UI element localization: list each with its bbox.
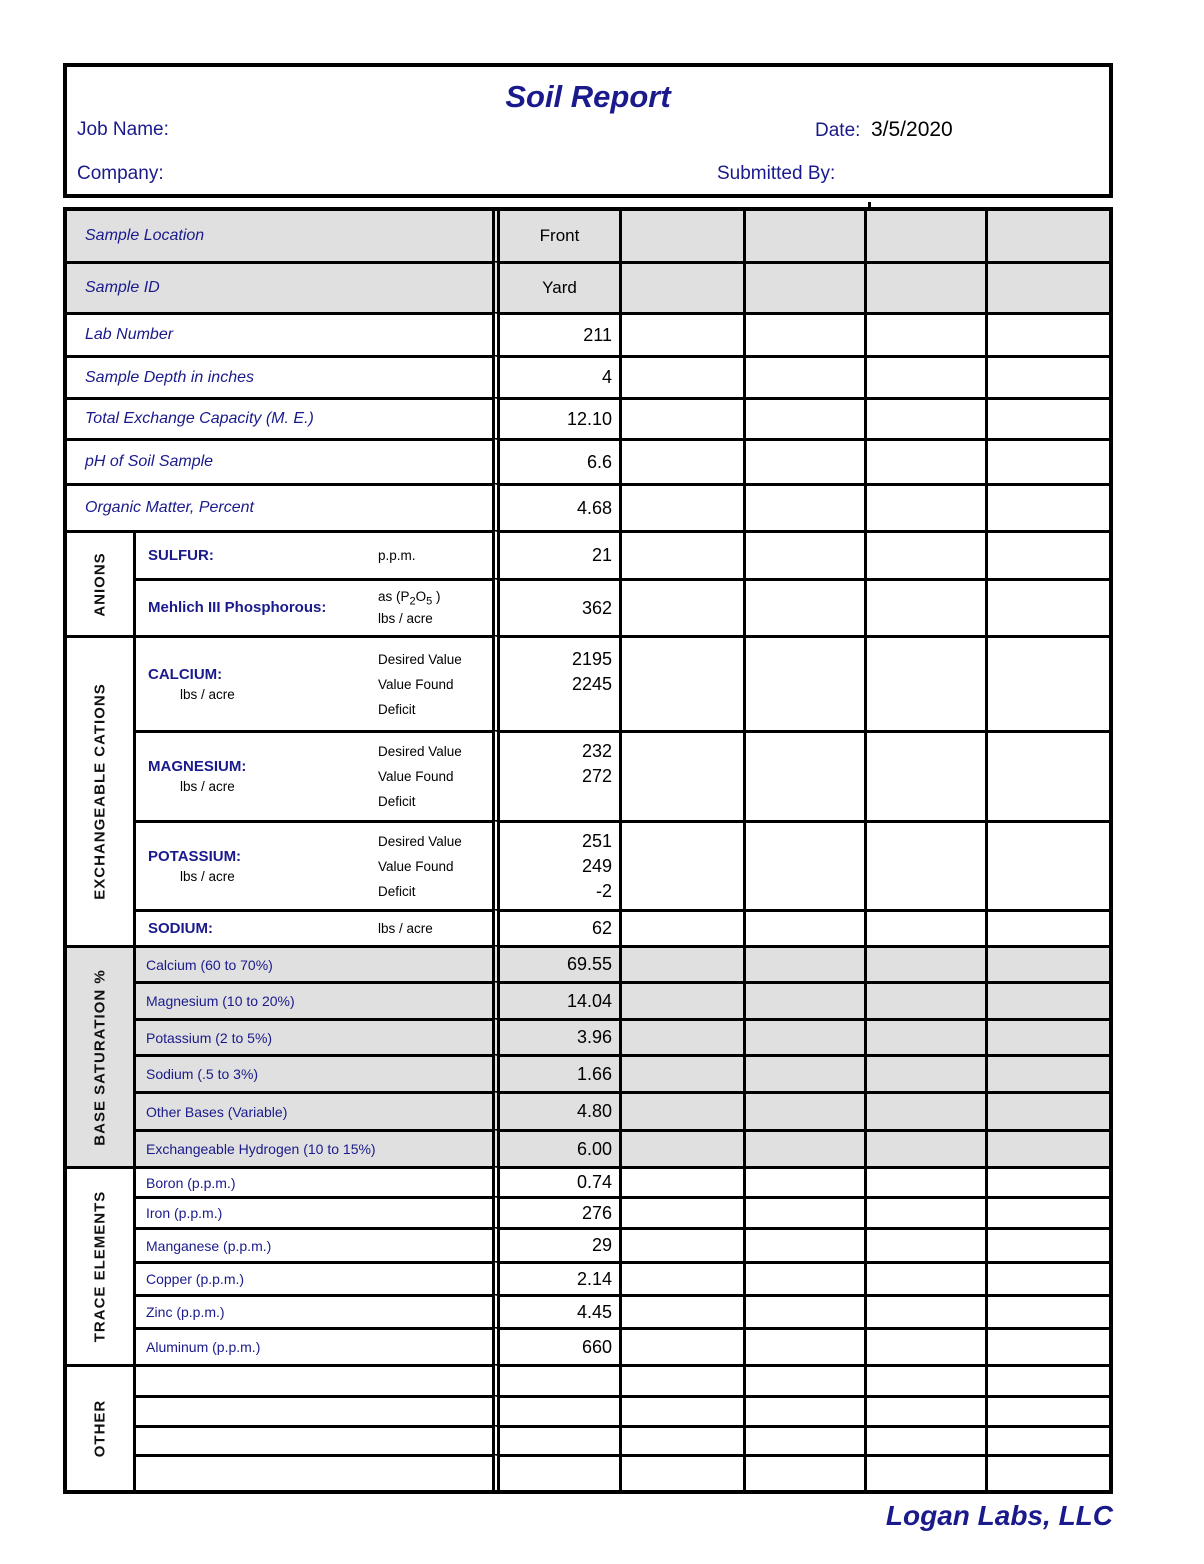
empty-cell bbox=[619, 1454, 743, 1490]
empty-cell bbox=[619, 1395, 743, 1425]
empty-cell bbox=[619, 355, 743, 397]
empty-cell bbox=[743, 530, 864, 578]
empty-cell bbox=[985, 1395, 1109, 1425]
empty-cell bbox=[743, 635, 864, 730]
sodium-name-block bbox=[136, 919, 378, 939]
section-label-trace-elements: TRACE ELEMENTS bbox=[67, 1166, 133, 1364]
empty-cell bbox=[864, 1054, 985, 1091]
report-header bbox=[63, 63, 1113, 198]
empty-cell bbox=[743, 438, 864, 483]
empty-cell bbox=[743, 1054, 864, 1091]
row-label-zinc: Zinc (p.p.m.) bbox=[133, 1294, 492, 1327]
empty-cell bbox=[985, 1425, 1109, 1454]
empty-cell bbox=[864, 1018, 985, 1054]
potassium-desired: 251 bbox=[581, 830, 612, 851]
value-total-exchange-capacity: 12.10 bbox=[492, 397, 619, 438]
empty-cell bbox=[864, 1395, 985, 1425]
empty-cell bbox=[985, 909, 1109, 945]
phosphorous-unit-line1: as ($P_2O_5$ ) bbox=[378, 588, 441, 608]
row-label-total-exchange-capacity: Total Exchange Capacity (M. E.) bbox=[67, 397, 492, 438]
value-boron: 0.74 bbox=[492, 1166, 619, 1196]
date-value: 3/5/2020 bbox=[870, 118, 953, 141]
date-row bbox=[815, 118, 953, 142]
empty-cell bbox=[619, 1261, 743, 1294]
empty-cell bbox=[619, 1129, 743, 1166]
phosphorous-name: Mehlich III Phosphorous: bbox=[148, 599, 327, 616]
potassium-name-block bbox=[136, 847, 378, 886]
empty-cell bbox=[743, 1395, 864, 1425]
sublabel-found: Value Found bbox=[378, 769, 454, 784]
soil-report-table bbox=[63, 207, 1113, 1494]
value-zinc: 4.45 bbox=[492, 1294, 619, 1327]
value-sulfur: 21 bbox=[492, 530, 619, 578]
section-label-anions: ANIONS bbox=[67, 530, 133, 635]
empty-cell bbox=[619, 578, 743, 635]
empty-cell bbox=[985, 1261, 1109, 1294]
empty-cell bbox=[985, 1054, 1109, 1091]
empty-cell bbox=[864, 1294, 985, 1327]
empty-cell bbox=[743, 1018, 864, 1054]
value-iron: 276 bbox=[492, 1196, 619, 1227]
row-label-copper: Copper (p.p.m.) bbox=[133, 1261, 492, 1294]
calcium-sublabels bbox=[378, 647, 492, 722]
calcium-label-cell bbox=[133, 635, 492, 730]
lab-name: Logan Labs, LLC bbox=[885, 1500, 1113, 1531]
row-label-boron: Boron (p.p.m.) bbox=[133, 1166, 492, 1196]
sublabel-deficit: Deficit bbox=[378, 701, 416, 717]
empty-cell bbox=[743, 578, 864, 635]
empty-cell bbox=[864, 1454, 985, 1490]
empty-cell bbox=[985, 1018, 1109, 1054]
empty-cell bbox=[864, 1227, 985, 1261]
row-label-calcium-saturation: Calcium (60 to 70%) bbox=[133, 945, 492, 981]
sublabel-found: Value Found bbox=[378, 676, 454, 692]
empty-cell bbox=[985, 355, 1109, 397]
empty-cell bbox=[985, 397, 1109, 438]
potassium-values bbox=[492, 820, 619, 909]
value-magnesium-saturation: 14.04 bbox=[492, 981, 619, 1018]
magnesium-name-block bbox=[136, 757, 378, 796]
potassium-unit: lbs / acre bbox=[180, 868, 235, 884]
sublabel-found: Value Found bbox=[378, 858, 454, 874]
row-label-lab-number: Lab Number bbox=[67, 312, 492, 355]
empty-cell bbox=[985, 312, 1109, 355]
empty-cell bbox=[864, 820, 985, 909]
sublabel-deficit: Deficit bbox=[378, 883, 416, 899]
sublabel-deficit: Deficit bbox=[378, 794, 416, 809]
sublabel-desired: Desired Value bbox=[378, 833, 462, 849]
empty-cell bbox=[985, 1196, 1109, 1227]
empty-cell bbox=[743, 820, 864, 909]
value-potassium-saturation: 3.96 bbox=[492, 1018, 619, 1054]
potassium-label-cell bbox=[133, 820, 492, 909]
empty-cell bbox=[619, 397, 743, 438]
empty-cell bbox=[743, 1261, 864, 1294]
value-sample-location: Front bbox=[492, 211, 619, 261]
empty-cell bbox=[985, 211, 1109, 261]
value-organic-matter: 4.68 bbox=[492, 483, 619, 530]
value-sodium-saturation: 1.66 bbox=[492, 1054, 619, 1091]
empty-cell bbox=[743, 355, 864, 397]
magnesium-values bbox=[492, 730, 619, 820]
value-ph: 6.6 bbox=[492, 438, 619, 483]
value-copper: 2.14 bbox=[492, 1261, 619, 1294]
empty-cell bbox=[619, 312, 743, 355]
row-label-other-bases: Other Bases (Variable) bbox=[133, 1091, 492, 1129]
empty-cell bbox=[864, 1129, 985, 1166]
empty-cell bbox=[133, 1395, 492, 1425]
value-aluminum: 660 bbox=[492, 1327, 619, 1364]
empty-cell bbox=[492, 1364, 619, 1395]
row-label-magnesium-saturation: Magnesium (10 to 20%) bbox=[133, 981, 492, 1018]
value-phosphorous: 362 bbox=[492, 578, 619, 635]
submitted-by-label: Submitted By: bbox=[717, 163, 836, 184]
empty-cell bbox=[743, 730, 864, 820]
empty-cell bbox=[619, 483, 743, 530]
empty-cell bbox=[864, 1196, 985, 1227]
empty-cell bbox=[985, 1294, 1109, 1327]
empty-cell bbox=[985, 1129, 1109, 1166]
empty-cell bbox=[743, 397, 864, 438]
empty-cell bbox=[985, 578, 1109, 635]
magnesium-sublabels bbox=[378, 739, 492, 814]
row-label-exchangeable-hydrogen: Exchangeable Hydrogen (10 to 15%) bbox=[133, 1129, 492, 1166]
empty-cell bbox=[743, 1091, 864, 1129]
value-other-bases: 4.80 bbox=[492, 1091, 619, 1129]
calcium-values bbox=[492, 635, 619, 730]
empty-cell bbox=[985, 530, 1109, 578]
row-label-ph: pH of Soil Sample bbox=[67, 438, 492, 483]
empty-cell bbox=[864, 483, 985, 530]
empty-cell bbox=[864, 1091, 985, 1129]
empty-cell bbox=[743, 1327, 864, 1364]
empty-cell bbox=[492, 1425, 619, 1454]
empty-cell bbox=[985, 730, 1109, 820]
section-label-other: OTHER bbox=[67, 1364, 133, 1490]
potassium-sublabels bbox=[378, 829, 492, 904]
empty-cell bbox=[864, 1327, 985, 1364]
empty-cell bbox=[985, 261, 1109, 312]
empty-cell bbox=[619, 1054, 743, 1091]
sodium-unit-block bbox=[378, 916, 492, 941]
empty-cell bbox=[985, 438, 1109, 483]
empty-cell bbox=[864, 1364, 985, 1395]
calcium-name: CALCIUM: bbox=[148, 665, 223, 683]
magnesium-unit: lbs / acre bbox=[180, 779, 235, 794]
value-sodium: 62 bbox=[492, 909, 619, 945]
magnesium-desired: 232 bbox=[581, 741, 612, 761]
empty-cell bbox=[743, 1129, 864, 1166]
empty-cell bbox=[619, 1327, 743, 1364]
empty-cell bbox=[864, 909, 985, 945]
sulfur-name: SULFUR: bbox=[148, 546, 214, 564]
empty-cell bbox=[743, 981, 864, 1018]
phosphorous-unit-block bbox=[378, 588, 492, 629]
empty-cell bbox=[743, 1454, 864, 1490]
empty-cell bbox=[743, 261, 864, 312]
empty-cell bbox=[619, 1018, 743, 1054]
row-label-sodium-saturation: Sodium (.5 to 3%) bbox=[133, 1054, 492, 1091]
empty-cell bbox=[743, 1196, 864, 1227]
sulfur-name-block bbox=[136, 546, 378, 566]
sodium-name: SODIUM: bbox=[148, 919, 213, 937]
empty-cell bbox=[864, 438, 985, 483]
phosphorous-name-block bbox=[136, 598, 378, 618]
empty-cell bbox=[619, 1196, 743, 1227]
empty-cell bbox=[743, 1294, 864, 1327]
row-label-manganese: Manganese (p.p.m.) bbox=[133, 1227, 492, 1261]
empty-cell bbox=[864, 261, 985, 312]
sublabel-desired: Desired Value bbox=[378, 744, 462, 759]
row-label-iron: Iron (p.p.m.) bbox=[133, 1196, 492, 1227]
empty-cell bbox=[619, 530, 743, 578]
calcium-found: 2245 bbox=[571, 673, 612, 694]
sulfur-unit-block bbox=[378, 543, 492, 568]
empty-cell bbox=[619, 1227, 743, 1261]
calcium-name-block bbox=[136, 665, 378, 704]
empty-cell bbox=[864, 397, 985, 438]
empty-cell bbox=[743, 1166, 864, 1196]
sulfur-label-cell bbox=[133, 530, 492, 578]
empty-cell bbox=[492, 1454, 619, 1490]
empty-cell bbox=[743, 1425, 864, 1454]
empty-cell bbox=[864, 530, 985, 578]
empty-cell bbox=[985, 1327, 1109, 1364]
phosphorous-label-cell bbox=[133, 578, 492, 635]
sodium-unit: lbs / acre bbox=[378, 921, 433, 936]
empty-cell bbox=[619, 820, 743, 909]
magnesium-name: MAGNESIUM: bbox=[148, 758, 247, 775]
empty-cell bbox=[864, 981, 985, 1018]
value-sample-id: Yard bbox=[492, 261, 619, 312]
empty-cell bbox=[619, 1091, 743, 1129]
empty-cell bbox=[864, 355, 985, 397]
row-label-potassium-saturation: Potassium (2 to 5%) bbox=[133, 1018, 492, 1054]
empty-cell bbox=[619, 1425, 743, 1454]
empty-cell bbox=[619, 438, 743, 483]
sublabel-desired: Desired Value bbox=[378, 651, 462, 667]
empty-cell bbox=[619, 635, 743, 730]
empty-cell bbox=[985, 1364, 1109, 1395]
empty-cell bbox=[864, 730, 985, 820]
empty-cell bbox=[864, 312, 985, 355]
empty-cell bbox=[492, 1395, 619, 1425]
empty-cell bbox=[985, 1091, 1109, 1129]
row-label-organic-matter: Organic Matter, Percent bbox=[67, 483, 492, 530]
phosphorous-unit-line2: lbs / acre bbox=[378, 611, 433, 627]
section-label-exchangeable-cations: EXCHANGEABLE CATIONS bbox=[67, 635, 133, 945]
empty-cell bbox=[985, 820, 1109, 909]
empty-cell bbox=[864, 1425, 985, 1454]
grid-connector-line bbox=[868, 202, 871, 211]
empty-cell bbox=[985, 1166, 1109, 1196]
empty-cell bbox=[864, 1166, 985, 1196]
magnesium-label-cell bbox=[133, 730, 492, 820]
value-calcium-saturation: 69.55 bbox=[492, 945, 619, 981]
calcium-desired: 2195 bbox=[571, 648, 612, 669]
empty-cell bbox=[743, 1227, 864, 1261]
empty-cell bbox=[619, 909, 743, 945]
sodium-label-cell bbox=[133, 909, 492, 945]
company-label: Company: bbox=[77, 163, 164, 184]
potassium-found: 249 bbox=[581, 855, 612, 876]
empty-cell bbox=[133, 1454, 492, 1490]
empty-cell bbox=[619, 1294, 743, 1327]
value-lab-number: 211 bbox=[492, 312, 619, 355]
row-label-aluminum: Aluminum (p.p.m.) bbox=[133, 1327, 492, 1364]
empty-cell bbox=[743, 909, 864, 945]
empty-cell bbox=[864, 1261, 985, 1294]
sulfur-unit: p.p.m. bbox=[378, 548, 416, 563]
empty-cell bbox=[985, 483, 1109, 530]
row-label-sample-id: Sample ID bbox=[67, 261, 492, 312]
calcium-unit: lbs / acre bbox=[180, 686, 235, 702]
empty-cell bbox=[985, 635, 1109, 730]
section-label-base-saturation: BASE SATURATION % bbox=[67, 945, 133, 1166]
empty-cell bbox=[743, 1364, 864, 1395]
row-label-sample-location: Sample Location bbox=[67, 211, 492, 261]
empty-cell bbox=[985, 1454, 1109, 1490]
empty-cell bbox=[133, 1364, 492, 1395]
row-label-sample-depth: Sample Depth in inches bbox=[67, 355, 492, 397]
value-manganese: 29 bbox=[492, 1227, 619, 1261]
empty-cell bbox=[619, 1166, 743, 1196]
date-label: Date: bbox=[815, 120, 861, 141]
empty-cell bbox=[619, 981, 743, 1018]
page-title: Soil Report bbox=[505, 79, 671, 114]
empty-cell bbox=[743, 211, 864, 261]
empty-cell bbox=[985, 1227, 1109, 1261]
empty-cell bbox=[743, 312, 864, 355]
soil-report-page bbox=[63, 63, 1113, 1532]
empty-cell bbox=[864, 578, 985, 635]
empty-cell bbox=[619, 1364, 743, 1395]
empty-cell bbox=[985, 945, 1109, 981]
empty-cell bbox=[619, 261, 743, 312]
empty-cell bbox=[133, 1425, 492, 1454]
empty-cell bbox=[864, 945, 985, 981]
empty-cell bbox=[743, 483, 864, 530]
potassium-deficit: -2 bbox=[595, 880, 612, 901]
empty-cell bbox=[619, 730, 743, 820]
empty-cell bbox=[864, 635, 985, 730]
magnesium-found: 272 bbox=[581, 766, 612, 786]
empty-cell bbox=[619, 211, 743, 261]
empty-cell bbox=[743, 945, 864, 981]
value-exchangeable-hydrogen: 6.00 bbox=[492, 1129, 619, 1166]
potassium-name: POTASSIUM: bbox=[148, 847, 242, 865]
empty-cell bbox=[985, 981, 1109, 1018]
empty-cell bbox=[864, 211, 985, 261]
job-name-label: Job Name: bbox=[77, 119, 169, 140]
empty-cell bbox=[619, 945, 743, 981]
value-sample-depth: 4 bbox=[492, 355, 619, 397]
